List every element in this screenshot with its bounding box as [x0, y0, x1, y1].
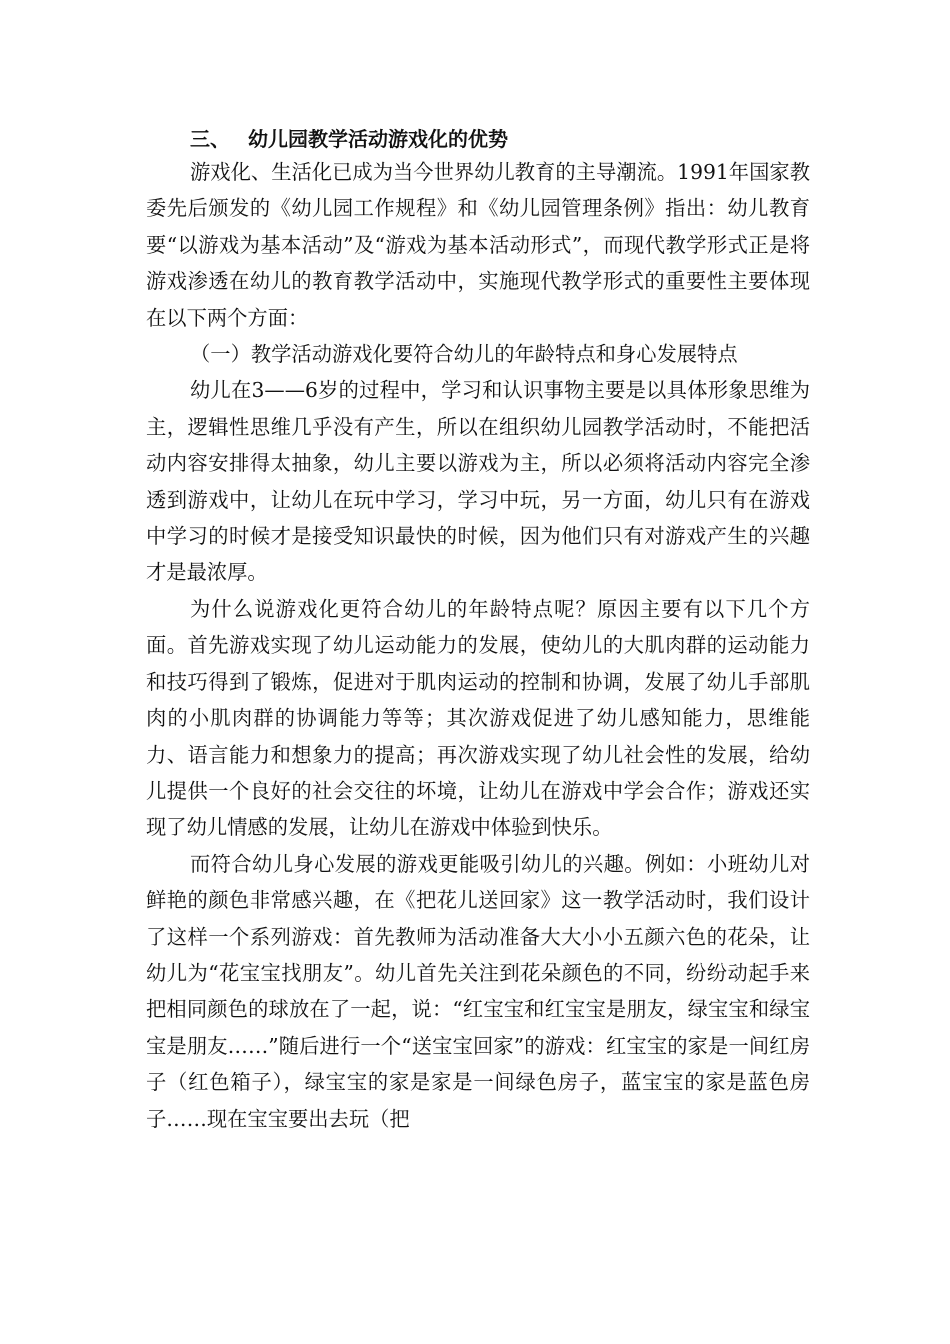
- paragraph-intro: 游戏化、生活化已成为当今世界幼儿教育的主导潮流。1991年国家教委先后颁发的《幼儿园工作规程》和《幼儿园管理条例》指出：幼儿教育要“以游戏为基本活动”及“游戏为基本活动形式”，而现代教学形式正是将游戏渗透在幼儿的教育教学活动中，实施现代教学形式的重要性主要体现在以下两个方面：: [146, 160, 810, 330]
- paragraph-age-characteristics: 幼儿在3——6岁的过程中，学习和认识事物主要是以具体形象思维为主，逻辑性思维几乎没有产生，所以在组织幼儿园教学活动时，不能把活动内容安排得太抽象，幼儿主要以游戏为主，所以必须将活动内容完全渗透到游戏中，让幼儿在玩中学习，学习中玩，另一方面，幼儿只有在游戏中学习的时候才是接受知识最快的时候，因为他们只有对游戏产生的兴趣才是最浓厚。: [146, 378, 810, 585]
- document-body: [146, 124, 810, 1137]
- section-title: 幼儿园教学活动游戏化的优势: [248, 127, 508, 151]
- subsection-heading: （一）教学活动游戏化要符合幼儿的年龄特点和身心发展特点: [190, 342, 738, 367]
- paragraph-example: 而符合幼儿身心发展的游戏更能吸引幼儿的兴趣。例如：小班幼儿对鲜艳的颜色非常感兴趣，在《把花儿送回家》这一教学活动时，我们设计了这样一个系列游戏：首先教师为活动准备大大小小五颜六色的花朵，让幼儿为“花宝宝找朋友”。幼儿首先关注到花朵颜色的不同，纷纷动起手来把相同颜色的球放在了一起，说：“红宝宝和红宝宝是朋友，绿宝宝和绿宝宝是朋友……”随后进行一个“送宝宝回家”的游戏：红宝宝的家是一间红房子（红色箱子），绿宝宝的家是家是一间绿色房子，蓝宝宝的家是蓝色房子……现在宝宝要出去玩（把: [146, 851, 810, 1131]
- section-number: 三、: [190, 127, 230, 151]
- section-heading: [146, 124, 810, 154]
- paragraph-reasons: 为什么说游戏化更符合幼儿的年龄特点呢？原因主要有以下几个方面。首先游戏实现了幼儿运动能力的发展，使幼儿的大肌肉群的运动能力和技巧得到了锻炼，促进对于肌肉运动的控制和协调，发展了幼儿手部肌肉的小肌肉群的协调能力等等；其次游戏促进了幼儿感知能力，思维能力、语言能力和想象力的提高；再次游戏实现了幼儿社会性的发展，给幼儿提供一个良好的社会交往的坏境，让幼儿在游戏中学会合作；游戏还实现了幼儿情感的发展，让幼儿在游戏中体验到快乐。: [146, 596, 810, 840]
